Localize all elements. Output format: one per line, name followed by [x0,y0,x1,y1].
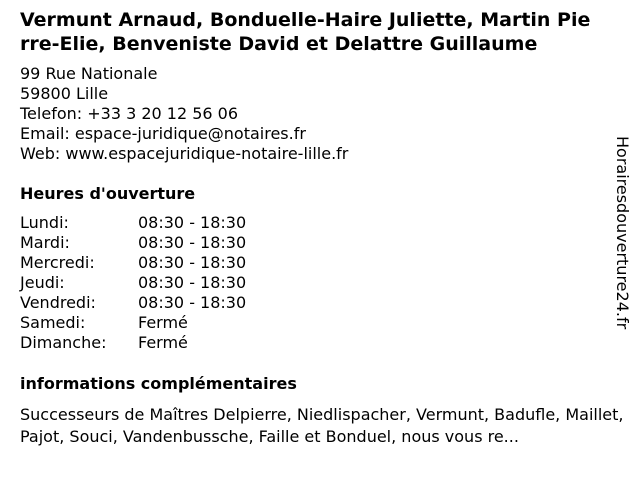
address-block [20,64,348,164]
email: Email: espace-juridique@notaires.fr [20,124,306,143]
day-label: Vendredi: [20,293,96,312]
day-label: Mardi: [20,233,70,252]
day-label: Jeudi: [20,273,65,292]
phone: Telefon: +33 3 20 12 56 06 [20,104,239,123]
hours-heading: Heures d'ouverture [20,184,196,203]
city: 59800 Lille [20,84,109,103]
day-hours: 08:30 - 18:30 [138,253,247,272]
day-label: Lundi: [20,213,69,232]
site-watermark: Horairesdouverture24.fr [613,136,632,330]
day-label: Samedi: [20,313,86,332]
info-text: Successeurs de Maîtres Delpierre, Niedlispacher, Vermunt, Badufle, Maillet, Pajot, Souci, Vandenbussche, Faille et Bonduel, nous vous re... [20,405,624,446]
day-hours: 08:30 - 18:30 [138,293,247,312]
office-title: Vermunt Arnaud, Bonduelle-Haire Juliette, Martin Pierre-Elie, Benveniste David et Delattre Guillaume [20,9,591,55]
website: Web: www.espacejuridique-notaire-lille.fr [20,144,349,163]
info-heading: informations complémentaires [20,374,297,393]
day-label: Mercredi: [20,253,95,272]
day-label: Dimanche: [20,333,107,352]
day-hours: 08:30 - 18:30 [138,233,247,252]
day-hours: Fermé [138,333,188,352]
street: 99 Rue Nationale [20,64,158,83]
day-hours: 08:30 - 18:30 [138,273,247,292]
day-hours: 08:30 - 18:30 [138,213,247,232]
day-hours: Fermé [138,313,188,332]
